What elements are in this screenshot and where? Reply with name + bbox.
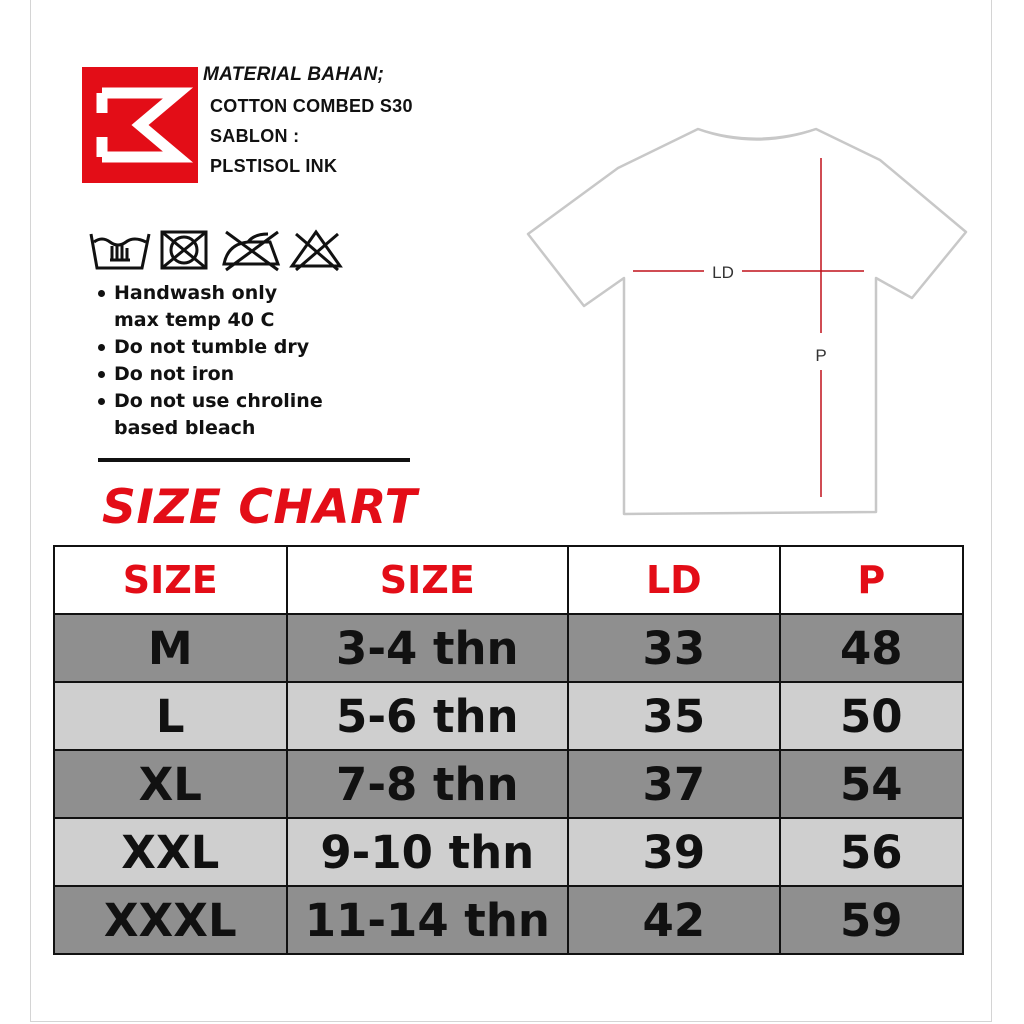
care-line: Handwash only xyxy=(114,282,278,304)
table-row xyxy=(54,750,963,818)
care-item xyxy=(96,388,323,442)
care-item xyxy=(96,361,323,388)
header-ld: LD xyxy=(568,546,779,614)
size-chart-title: SIZE CHART xyxy=(102,480,418,535)
ld-cell: 39 xyxy=(568,818,779,886)
header-size: SIZE xyxy=(54,546,287,614)
handwash-icon xyxy=(91,234,149,268)
care-line: Do not use chroline xyxy=(114,390,323,412)
size-cell: XL xyxy=(54,750,287,818)
care-line: Do not tumble dry xyxy=(114,336,310,358)
material-info xyxy=(203,64,413,181)
size-cell: XXXL xyxy=(54,886,287,954)
no-tumble-dry-icon xyxy=(162,232,206,268)
care-instructions xyxy=(96,280,323,442)
size-chart-table xyxy=(53,545,964,955)
tshirt-outline xyxy=(528,129,966,514)
section-divider xyxy=(98,458,410,462)
table-row xyxy=(54,614,963,682)
p-label: P xyxy=(815,346,827,365)
table-header-row xyxy=(54,546,963,614)
care-line: max temp 40 C xyxy=(114,309,275,331)
material-line: COTTON COMBED S30 xyxy=(210,96,413,116)
size-cell: XXL xyxy=(54,818,287,886)
p-cell: 48 xyxy=(780,614,963,682)
material-heading: MATERIAL BAHAN; xyxy=(203,64,385,85)
brand-logo-icon xyxy=(82,67,198,183)
no-iron-icon xyxy=(224,232,278,270)
size-cell: M xyxy=(54,614,287,682)
p-cell: 59 xyxy=(780,886,963,954)
header-age: SIZE xyxy=(287,546,569,614)
age-cell: 7-8 thn xyxy=(287,750,569,818)
ld-cell: 42 xyxy=(568,886,779,954)
care-item xyxy=(96,280,323,334)
size-cell: L xyxy=(54,682,287,750)
ld-cell: 33 xyxy=(568,614,779,682)
table-row xyxy=(54,818,963,886)
care-line: based bleach xyxy=(114,417,256,439)
p-cell: 56 xyxy=(780,818,963,886)
age-cell: 11-14 thn xyxy=(287,886,569,954)
ld-cell: 37 xyxy=(568,750,779,818)
material-line: SABLON : xyxy=(210,126,300,146)
care-icons xyxy=(88,224,348,272)
age-cell: 9-10 thn xyxy=(287,818,569,886)
care-item xyxy=(96,334,323,361)
table-row xyxy=(54,886,963,954)
ld-cell: 35 xyxy=(568,682,779,750)
header-p: P xyxy=(780,546,963,614)
p-cell: 54 xyxy=(780,750,963,818)
table-row xyxy=(54,682,963,750)
material-line: PLSTISOL INK xyxy=(210,156,338,176)
tshirt-diagram xyxy=(520,120,980,525)
p-cell: 50 xyxy=(780,682,963,750)
age-cell: 5-6 thn xyxy=(287,682,569,750)
age-cell: 3-4 thn xyxy=(287,614,569,682)
no-bleach-icon xyxy=(292,232,340,270)
ld-label: LD xyxy=(712,263,734,282)
care-line: Do not iron xyxy=(114,363,235,385)
